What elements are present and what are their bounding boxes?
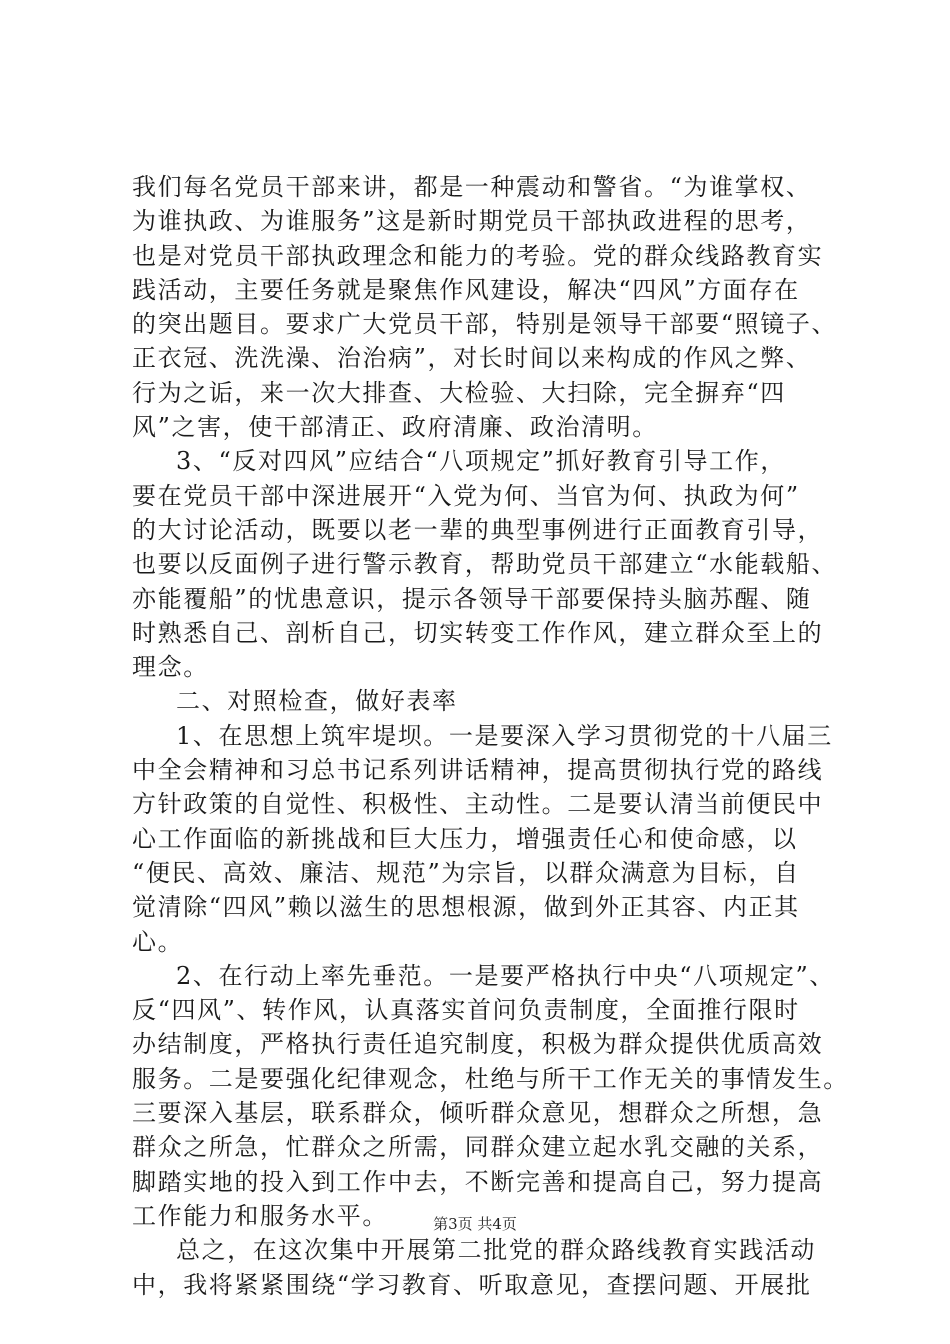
- text-line: 办结制度，严格执行责任追究制度，积极为群众提供优质高效: [132, 1030, 824, 1059]
- text-line: 我们每名党员干部来讲，都是一种震动和警省。“为谁掌权、: [132, 173, 812, 201]
- text-line: 亦能覆船”的忧患意识，提示各领导干部要保持头脑苏醒、随: [132, 584, 812, 613]
- text-line: 的大讨论活动，既要以老一辈的典型事例进行正面教育引导，: [132, 515, 824, 544]
- text-line: 觉清除“四风”赖以滋生的思想根源，做到外正其容、内正其: [132, 893, 800, 922]
- text-line: 的突出题目。要求广大党员干部，特别是领导干部要“照镜子、: [132, 310, 838, 339]
- text-line: 二、对照检查，做好表率: [176, 687, 458, 716]
- text-line: 总之，在这次集中开展第二批党的群众路线教育实践活动: [176, 1236, 816, 1265]
- text-line: 理念。: [132, 653, 209, 682]
- text-line: “便民、高效、廉洁、规范”为宗旨，以群众满意为目标，自: [132, 858, 800, 887]
- text-line: 正衣冠、洗洗澡、治治病”，对长时间以来构成的作风之弊、: [132, 344, 812, 373]
- text-line: 脚踏实地的投入到工作中去，不断完善和提高自己，努力提高: [132, 1167, 824, 1196]
- text-line: 也是对党员干部执政理念和能力的考验。党的群众线路教育实: [132, 241, 824, 270]
- text-line: 方针政策的自觉性、积极性、主动性。二是要认清当前便民中: [132, 790, 824, 819]
- text-line: 群众之所急，忙群众之所需，同群众建立起水乳交融的关系，: [132, 1133, 824, 1162]
- text-line: 三要深入基层，联系群众，倾听群众意见，想群众之所想，急: [132, 1099, 824, 1128]
- text-line: 服务。二是要强化纪律观念，杜绝与所干工作无关的事情发生。: [132, 1064, 849, 1093]
- text-line: 1、在思想上筑牢堤坝。一是要深入学习贯彻党的十八届三: [176, 721, 833, 750]
- text-line: 行为之诟，来一次大排查、大检验、大扫除，完全摒弃“四: [132, 378, 786, 407]
- text-line: 心。: [132, 927, 184, 956]
- text-line: 中全会精神和习总书记系列讲话精神，提高贯彻执行党的路线: [132, 756, 824, 785]
- text-line: 反“四风”、转作风，认真落实首问负责制度，全面推行限时: [132, 996, 800, 1025]
- text-line: 要在党员干部中深进展开“入党为何、当官为何、执政为何”: [132, 481, 800, 510]
- text-line: 中，我将紧紧围绕“学习教育、听取意见，查摆问题、开展批: [132, 1270, 812, 1299]
- text-line: 也要以反面例子进行警示教育，帮助党员干部建立“水能载船、: [132, 550, 838, 579]
- text-line: 为谁执政、为谁服务”这是新时期党员干部执政进程的思考，: [132, 207, 812, 236]
- document-body: [132, 170, 849, 1302]
- text-line: 3、“反对四风”应结合“八项规定”抓好教育引导工作，: [176, 447, 786, 476]
- text-line: 时熟悉自己、剖析自己，切实转变工作作风，建立群众至上的: [132, 618, 824, 647]
- text-line: 心工作面临的新挑战和巨大压力，增强责任心和使命感，以: [132, 824, 798, 853]
- text-line: 工作能力和服务水平。: [132, 1201, 388, 1230]
- text-line: 风”之害，使干部清正、政府清廉、政治清明。: [132, 413, 658, 442]
- text-line: 践活动，主要任务就是聚焦作风建设，解决“四风”方面存在: [132, 275, 800, 304]
- page-footer: 第3页 共4页: [433, 1215, 517, 1233]
- text-line: 2、在行动上率先垂范。一是要严格执行中央“八项规定”、: [176, 961, 836, 990]
